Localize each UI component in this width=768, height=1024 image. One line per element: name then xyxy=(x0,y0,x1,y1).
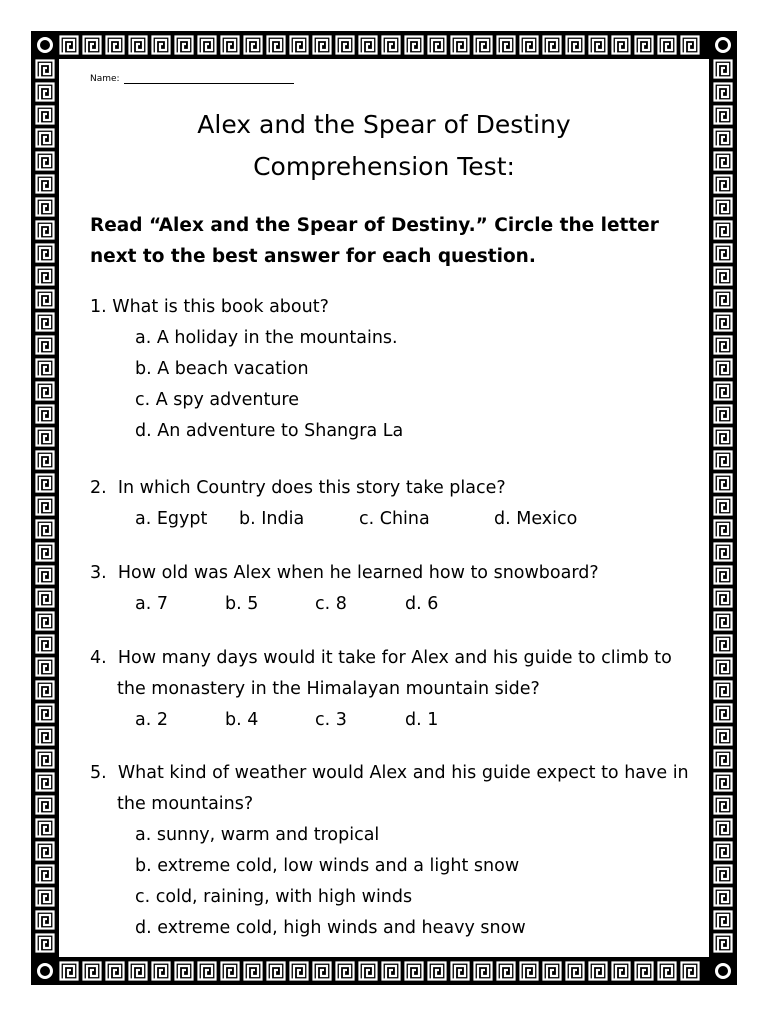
greek-key-icon xyxy=(565,35,585,55)
instructions: Read “Alex and the Spear of Destiny.” Circle the letter next to the best answer for each question. xyxy=(90,215,659,267)
option-a[interactable]: a. 2 xyxy=(135,710,168,730)
greek-key-icon xyxy=(542,35,562,55)
greek-key-icon xyxy=(713,910,733,930)
greek-key-icon xyxy=(713,335,733,355)
greek-key-icon xyxy=(266,961,286,981)
greek-key-icon xyxy=(713,358,733,378)
greek-key-icon xyxy=(220,961,240,981)
greek-key-icon xyxy=(35,864,55,884)
border-bottom xyxy=(31,957,737,985)
greek-key-icon xyxy=(358,35,378,55)
greek-key-icon xyxy=(404,35,424,55)
greek-key-icon xyxy=(381,961,401,981)
greek-key-icon xyxy=(35,565,55,585)
greek-key-icon xyxy=(713,542,733,562)
greek-key-icon xyxy=(128,35,148,55)
greek-key-icon xyxy=(35,542,55,562)
greek-key-icon xyxy=(680,961,700,981)
greek-key-icon xyxy=(713,82,733,102)
greek-key-icon xyxy=(289,961,309,981)
greek-key-icon xyxy=(105,35,125,55)
question-1 xyxy=(90,292,403,447)
greek-key-icon xyxy=(35,312,55,332)
greek-key-icon xyxy=(312,35,332,55)
greek-key-icon xyxy=(450,961,470,981)
greek-key-icon xyxy=(713,243,733,263)
question-text: 2. In which Country does this story take place? xyxy=(90,478,506,498)
greek-key-icon xyxy=(713,519,733,539)
greek-key-icon xyxy=(35,657,55,677)
greek-key-icon xyxy=(713,887,733,907)
greek-key-icon xyxy=(35,197,55,217)
question-5 xyxy=(90,758,689,944)
greek-key-icon xyxy=(713,312,733,332)
greek-key-icon xyxy=(35,335,55,355)
option-a[interactable]: a. sunny, warm and tropical xyxy=(135,825,380,845)
option-c[interactable]: c. 3 xyxy=(315,710,347,730)
greek-key-icon xyxy=(35,703,55,723)
greek-key-icon xyxy=(35,910,55,930)
greek-key-icon xyxy=(35,772,55,792)
page-subtitle: Comprehension Test: xyxy=(253,152,515,181)
greek-key-icon xyxy=(611,35,631,55)
greek-key-icon xyxy=(35,427,55,447)
greek-key-icon xyxy=(713,473,733,493)
greek-key-icon xyxy=(713,220,733,240)
greek-key-icon xyxy=(519,35,539,55)
question-text: 5. What kind of weather would Alex and his guide expect to have in xyxy=(90,763,689,783)
option-c[interactable]: c. China xyxy=(359,509,430,529)
greek-key-icon xyxy=(35,450,55,470)
greek-key-icon xyxy=(35,680,55,700)
greek-key-icon xyxy=(174,35,194,55)
greek-key-icon xyxy=(496,35,516,55)
greek-key-icon xyxy=(35,795,55,815)
greek-key-icon xyxy=(35,726,55,746)
greek-key-icon xyxy=(713,266,733,286)
question-text: 1. What is this book about? xyxy=(90,297,329,317)
greek-key-icon xyxy=(680,35,700,55)
greek-key-icon xyxy=(713,841,733,861)
greek-key-icon xyxy=(588,961,608,981)
option-a[interactable]: a. Egypt xyxy=(135,509,208,529)
greek-key-icon xyxy=(35,887,55,907)
option-a[interactable]: a. A holiday in the mountains. xyxy=(135,328,398,348)
greek-key-icon xyxy=(713,933,733,953)
greek-key-icon xyxy=(519,961,539,981)
greek-key-icon xyxy=(713,795,733,815)
greek-key-icon xyxy=(713,749,733,769)
greek-key-icon xyxy=(713,289,733,309)
greek-key-icon xyxy=(174,961,194,981)
greek-key-icon xyxy=(713,634,733,654)
option-c[interactable]: c. A spy adventure xyxy=(135,390,300,410)
greek-key-icon xyxy=(35,933,55,953)
option-b[interactable]: b. A beach vacation xyxy=(135,359,309,379)
greek-key-icon xyxy=(657,961,677,981)
greek-key-icon xyxy=(713,680,733,700)
greek-key-icon xyxy=(35,496,55,516)
option-d[interactable]: d. Mexico xyxy=(494,509,578,529)
question-text: 3. How old was Alex when he learned how to snowboard? xyxy=(90,563,599,583)
greek-key-icon xyxy=(35,818,55,838)
greek-key-icon xyxy=(657,35,677,55)
greek-key-icon xyxy=(404,961,424,981)
greek-key-icon xyxy=(128,961,148,981)
greek-key-icon xyxy=(266,35,286,55)
greek-key-icon xyxy=(82,961,102,981)
greek-key-icon xyxy=(35,59,55,79)
question-3 xyxy=(90,558,599,620)
greek-key-icon xyxy=(35,243,55,263)
name-label: Name: xyxy=(90,74,120,84)
greek-key-icon xyxy=(713,427,733,447)
greek-key-icon xyxy=(35,841,55,861)
greek-key-icon xyxy=(473,35,493,55)
greek-key-icon xyxy=(427,961,447,981)
greek-key-icon xyxy=(611,961,631,981)
option-c[interactable]: c. 8 xyxy=(315,594,347,614)
question-2 xyxy=(90,473,577,535)
greek-key-icon xyxy=(243,961,263,981)
question-text-continued: the monastery in the Himalayan mountain side? xyxy=(117,679,540,699)
name-blank-line[interactable] xyxy=(124,73,294,84)
option-d[interactable]: d. 6 xyxy=(405,594,439,614)
greek-key-icon xyxy=(713,496,733,516)
name-field[interactable] xyxy=(90,73,294,84)
greek-key-icon xyxy=(197,961,217,981)
greek-key-icon xyxy=(713,611,733,631)
greek-key-icon xyxy=(59,961,79,981)
greek-key-icon xyxy=(427,35,447,55)
greek-key-icon xyxy=(105,961,125,981)
greek-key-icon xyxy=(151,961,171,981)
corner-ring-icon xyxy=(709,957,737,985)
greek-key-icon xyxy=(713,59,733,79)
greek-key-icon xyxy=(35,358,55,378)
greek-key-icon xyxy=(35,749,55,769)
greek-key-icon xyxy=(35,220,55,240)
greek-key-icon xyxy=(35,404,55,424)
greek-key-icon xyxy=(634,35,654,55)
greek-key-icon xyxy=(713,726,733,746)
greek-key-icon xyxy=(713,381,733,401)
options-row xyxy=(90,589,599,620)
greek-key-icon xyxy=(713,588,733,608)
question-4 xyxy=(90,643,672,736)
greek-key-icon xyxy=(35,634,55,654)
greek-key-icon xyxy=(35,266,55,286)
option-c[interactable]: c. cold, raining, with high winds xyxy=(135,887,413,907)
greek-key-icon xyxy=(473,961,493,981)
corner-ring-icon xyxy=(709,31,737,59)
greek-key-icon xyxy=(220,35,240,55)
greek-key-icon xyxy=(713,772,733,792)
greek-key-icon xyxy=(358,961,378,981)
question-text-continued: the mountains? xyxy=(117,794,254,814)
option-d[interactable]: d. An adventure to Shangra La xyxy=(135,421,404,441)
greek-key-icon xyxy=(335,35,355,55)
corner-ring-icon xyxy=(31,957,59,985)
option-b[interactable]: b. extreme cold, low winds and a light snow xyxy=(135,856,520,876)
option-b[interactable]: b. 4 xyxy=(225,710,259,730)
greek-key-icon xyxy=(713,450,733,470)
greek-key-icon xyxy=(35,611,55,631)
option-d[interactable]: d. extreme cold, high winds and heavy snow xyxy=(135,918,526,938)
greek-key-icon xyxy=(713,404,733,424)
greek-key-icon xyxy=(35,519,55,539)
greek-key-icon xyxy=(35,381,55,401)
greek-key-icon xyxy=(565,961,585,981)
greek-key-icon xyxy=(35,473,55,493)
greek-key-icon xyxy=(35,82,55,102)
greek-key-icon xyxy=(634,961,654,981)
greek-key-icon xyxy=(713,818,733,838)
greek-key-icon xyxy=(713,197,733,217)
option-d[interactable]: d. 1 xyxy=(405,710,439,730)
greek-key-icon xyxy=(243,35,263,55)
greek-key-icon xyxy=(713,703,733,723)
greek-key-icon xyxy=(381,35,401,55)
greek-key-icon xyxy=(151,35,171,55)
greek-key-icon xyxy=(542,961,562,981)
greek-key-icon xyxy=(450,35,470,55)
options-row xyxy=(90,504,577,535)
greek-key-icon xyxy=(197,35,217,55)
greek-key-icon xyxy=(312,961,332,981)
corner-ring-icon xyxy=(31,31,59,59)
greek-key-icon xyxy=(35,289,55,309)
greek-key-icon xyxy=(713,864,733,884)
border-top xyxy=(31,31,737,59)
greek-key-icon xyxy=(289,35,309,55)
greek-key-icon xyxy=(82,35,102,55)
question-text: 4. How many days would it take for Alex and his guide to climb to xyxy=(90,648,672,668)
greek-key-icon xyxy=(713,565,733,585)
options-row xyxy=(90,705,672,736)
greek-key-icon xyxy=(35,588,55,608)
greek-key-icon xyxy=(59,35,79,55)
greek-key-icon xyxy=(496,961,516,981)
greek-key-icon xyxy=(588,35,608,55)
option-a[interactable]: a. 7 xyxy=(135,594,168,614)
page-title: Alex and the Spear of Destiny xyxy=(197,110,571,139)
option-b[interactable]: b. India xyxy=(239,509,305,529)
greek-key-icon xyxy=(713,657,733,677)
greek-key-icon xyxy=(335,961,355,981)
option-b[interactable]: b. 5 xyxy=(225,594,259,614)
